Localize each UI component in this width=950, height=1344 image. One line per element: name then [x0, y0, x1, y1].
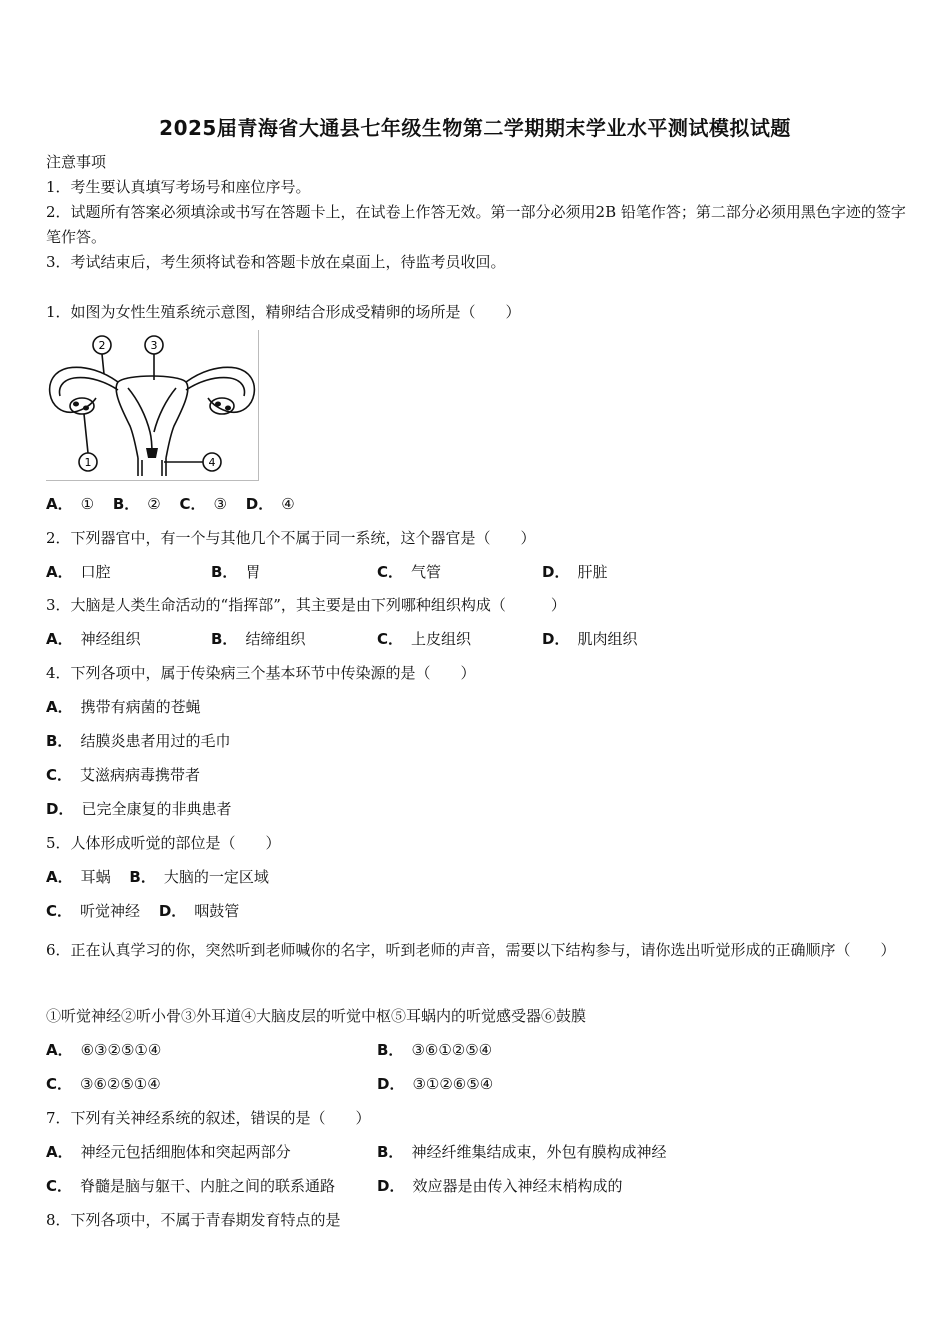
- answer-options: [46, 901, 253, 921]
- option-b[interactable]: B． 胃: [211, 563, 261, 581]
- question-stem: 6．正在认真学习的你，突然听到老师喊你的名字，听到老师的声音，需要以下结构参与，请你选出听觉形成的正确顺序（ ）: [46, 941, 896, 959]
- option-c[interactable]: C． ③: [179, 495, 227, 513]
- option-c[interactable]: C． 上皮组织: [377, 630, 472, 648]
- question-stem: 3．大脑是人类生命活动的“指挥部”，其主要是由下列哪种组织构成（ ）: [46, 596, 566, 614]
- option-b[interactable]: B． ②: [112, 495, 161, 513]
- option-c[interactable]: C． 脊髓是脑与躯干、内脏之间的联系通路: [46, 1177, 336, 1195]
- notice-item: 3．考试结束后，考生须将试卷和答题卡放在桌面上，待监考员收回。: [46, 253, 506, 271]
- option-c[interactable]: C． ③⑥②⑤①④: [46, 1075, 161, 1093]
- option-a[interactable]: A． ⑥③②⑤①④: [46, 1041, 162, 1059]
- figure-label-4: 4: [208, 456, 216, 469]
- option-a[interactable]: A． 神经元包括细胞体和突起两部分: [46, 1143, 291, 1161]
- notice-item: 1．考生要认真填写考场号和座位序号。: [46, 178, 311, 196]
- option-c[interactable]: C． 听觉神经: [46, 902, 141, 920]
- option-a[interactable]: A． 耳蜗: [46, 868, 111, 886]
- question-stem: 8．下列各项中，不属于青春期发育特点的是: [46, 1211, 341, 1229]
- notice-heading: 注意事项: [46, 153, 107, 171]
- question-stem: 5．人体形成听觉的部位是（ ）: [46, 834, 281, 852]
- page-title: 2025届青海省大通县七年级生物第二学期期末学业水平测试模拟试题: [159, 116, 791, 140]
- option-c[interactable]: C． 气管: [377, 563, 442, 581]
- figure-label-layer: [46, 330, 258, 480]
- option-a[interactable]: A． ①: [46, 495, 95, 513]
- option-d[interactable]: D． ④: [245, 495, 295, 513]
- question-stem: 7．下列有关神经系统的叙述，错误的是（ ）: [46, 1109, 371, 1127]
- notice-item: 2．试题所有答案必须填涂或书写在答题卡上，在试卷上作答无效。第一部分必须用2B 铅笔作答；第二部分必须用黑色字迹的签字笔作答。: [46, 203, 906, 246]
- option-b[interactable]: B． 大脑的一定区域: [129, 868, 269, 886]
- figure-label-3: 3: [150, 339, 158, 352]
- figure-label-2: 2: [98, 339, 106, 352]
- question-stem: 4．下列各项中，属于传染病三个基本环节中传染源的是（ ）: [46, 664, 476, 682]
- option-b[interactable]: B． 结缔组织: [211, 630, 306, 648]
- option-d[interactable]: D． ③①②⑥⑤④: [377, 1075, 494, 1093]
- answer-options: [46, 494, 309, 514]
- option-a[interactable]: A． 神经组织: [46, 630, 141, 648]
- option-d[interactable]: D． 肝脏: [542, 563, 608, 581]
- question-stem: 1．如图为女性生殖系统示意图，精卵结合形成受精卵的场所是（ ）: [46, 303, 521, 321]
- option-d[interactable]: D． 咽鼓管: [158, 902, 240, 920]
- option-b[interactable]: B． 结膜炎患者用过的毛巾: [46, 732, 231, 750]
- question-extra: ①听觉神经②听小骨③外耳道④大脑皮层的听觉中枢⑤耳蜗内的听觉感受器⑥鼓膜: [46, 1007, 587, 1025]
- question-stem: 2．下列器官中，有一个与其他几个不属于同一系统，这个器官是（ ）: [46, 529, 536, 547]
- option-a[interactable]: A． 携带有病菌的苍蝇: [46, 698, 201, 716]
- option-a[interactable]: A． 口腔: [46, 563, 111, 581]
- option-d[interactable]: D． 肌肉组织: [542, 630, 638, 648]
- option-d[interactable]: D． 已完全康复的非典患者: [46, 800, 232, 818]
- option-c[interactable]: C． 艾滋病病毒携带者: [46, 766, 201, 784]
- option-b[interactable]: B． 神经纤维集结成束，外包有膜构成神经: [377, 1143, 667, 1161]
- option-b[interactable]: B． ③⑥①②⑤④: [377, 1041, 493, 1059]
- figure-label-1: 1: [84, 456, 92, 469]
- answer-options: [46, 867, 283, 887]
- option-d[interactable]: D． 效应器是由传入神经末梢构成的: [377, 1177, 623, 1195]
